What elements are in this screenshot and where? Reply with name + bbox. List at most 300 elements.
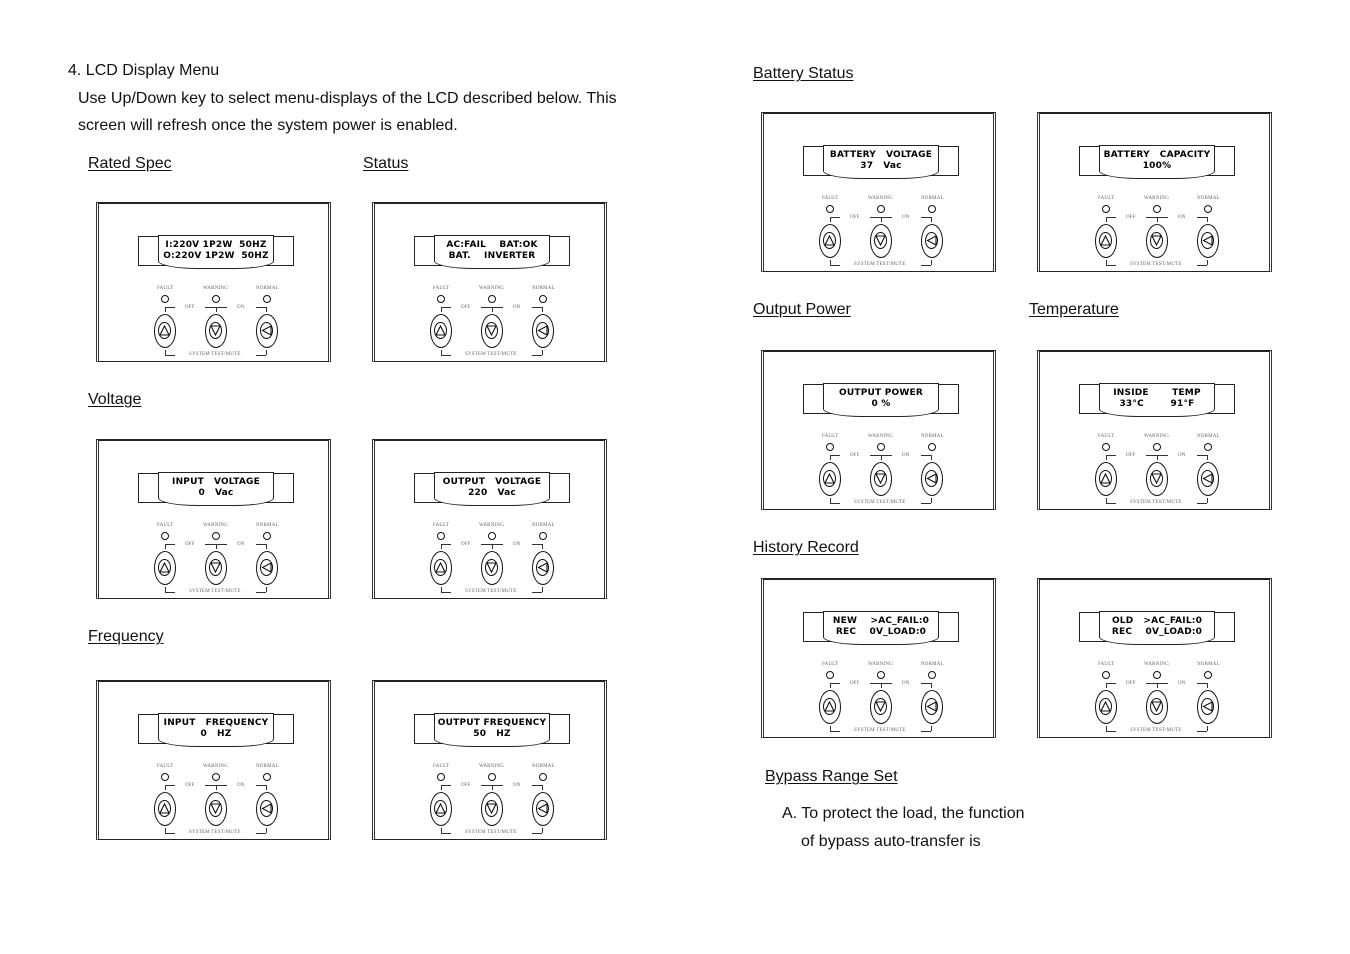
left-button[interactable] — [532, 792, 554, 826]
left-button[interactable] — [921, 462, 943, 496]
fault-label: FAULT — [157, 286, 174, 291]
system-test-mute-label: SYSTEM TEST/MUTE — [1130, 728, 1182, 733]
bracket-line — [931, 260, 932, 265]
system-test-mute-label: SYSTEM TEST/MUTE — [1130, 262, 1182, 267]
left-button[interactable] — [256, 551, 278, 585]
bracket-line — [441, 833, 451, 834]
lcd-screen — [823, 383, 939, 417]
left-button[interactable] — [532, 551, 554, 585]
triangle-up-icon — [1100, 473, 1111, 484]
normal-led — [539, 295, 547, 303]
bypass-range-set-heading: Bypass Range Set — [765, 768, 898, 785]
bracket-line — [931, 498, 932, 503]
bracket-line — [165, 307, 175, 308]
lcd-panel-input-frequency — [96, 680, 331, 840]
left-button[interactable] — [1197, 224, 1219, 258]
fault-led — [1102, 205, 1110, 213]
system-test-mute-label: SYSTEM TEST/MUTE — [465, 589, 517, 594]
off-label: OFF — [850, 215, 860, 220]
triangle-left-icon — [261, 562, 272, 573]
lcd-screen — [158, 235, 274, 269]
bracket-line — [165, 544, 175, 545]
bracket-line — [830, 455, 840, 456]
down-button[interactable] — [870, 462, 892, 496]
system-test-mute-label: SYSTEM TEST/MUTE — [189, 352, 241, 357]
warning-label: WARNING — [868, 662, 894, 667]
bracket-line — [830, 265, 840, 266]
system-test-mute-label: SYSTEM TEST/MUTE — [854, 500, 906, 505]
left-button[interactable] — [532, 314, 554, 348]
normal-led — [1204, 443, 1212, 451]
lcd-screen — [1099, 383, 1215, 417]
triangle-left-icon — [537, 562, 548, 573]
lcd-screen — [434, 235, 550, 269]
up-button[interactable] — [430, 551, 452, 585]
normal-led — [928, 671, 936, 679]
intro-text-line-1: Use Up/Down key to select menu-displays of the LCD described below. This — [78, 90, 617, 107]
bracket-line — [441, 785, 442, 790]
triangle-up-icon — [159, 803, 170, 814]
normal-led — [539, 773, 547, 781]
bracket-line — [921, 217, 931, 218]
lcd-panel-output-power — [761, 350, 996, 510]
bracket-line — [1197, 265, 1207, 266]
bracket-line — [256, 833, 266, 834]
bracket-line — [1106, 455, 1116, 456]
lcd-line-1: OLD >AC_FAIL:0 — [1111, 616, 1203, 626]
warning-label: WARNING — [203, 523, 229, 528]
bracket-line — [256, 544, 266, 545]
bracket-line — [830, 683, 840, 684]
frequency-heading: Frequency — [88, 628, 164, 645]
fault-label: FAULT — [157, 764, 174, 769]
down-button[interactable] — [481, 551, 503, 585]
bracket-line — [256, 785, 266, 786]
triangle-up-icon — [1100, 701, 1111, 712]
up-button[interactable] — [819, 690, 841, 724]
down-button[interactable] — [481, 314, 503, 348]
triangle-left-icon — [1202, 473, 1213, 484]
lcd-panel-battery-voltage — [761, 112, 996, 272]
lcd-line-2: REC 0V_LOAD:0 — [835, 627, 927, 637]
bracket-line — [881, 683, 882, 688]
triangle-left-icon — [1202, 701, 1213, 712]
bracket-line — [1207, 498, 1208, 503]
bracket-line — [165, 592, 175, 593]
lcd-line-1: BATTERY CAPACITY — [1103, 150, 1211, 160]
down-button[interactable] — [1146, 690, 1168, 724]
warning-led — [1153, 671, 1161, 679]
fault-label: FAULT — [1098, 434, 1115, 439]
bracket-line — [1207, 726, 1208, 731]
triangle-down-icon — [486, 562, 497, 573]
warning-led — [877, 671, 885, 679]
fault-label: FAULT — [433, 286, 450, 291]
bracket-line — [931, 217, 932, 222]
lcd-screen — [434, 713, 550, 747]
triangle-left-icon — [537, 803, 548, 814]
left-button[interactable] — [1197, 462, 1219, 496]
normal-led — [263, 532, 271, 540]
off-label: OFF — [461, 305, 471, 310]
lcd-screen — [1099, 145, 1215, 179]
lcd-panel-rated-spec — [96, 202, 331, 362]
down-button[interactable] — [205, 551, 227, 585]
bracket-line — [216, 307, 217, 312]
triangle-up-icon — [824, 473, 835, 484]
triangle-down-icon — [210, 562, 221, 573]
lcd-line-1: BATTERY VOLTAGE — [829, 150, 933, 160]
bracket-line — [256, 307, 266, 308]
off-label: OFF — [1126, 215, 1136, 220]
bracket-line — [165, 833, 175, 834]
bracket-line — [1207, 260, 1208, 265]
bracket-line — [1106, 683, 1116, 684]
bracket-line — [931, 726, 932, 731]
lcd-line-1: OUTPUT FREQUENCY — [437, 718, 547, 728]
warning-label: WARNING — [479, 523, 505, 528]
bracket-line — [256, 592, 266, 593]
left-button[interactable] — [921, 690, 943, 724]
bracket-line — [1157, 683, 1158, 688]
triangle-down-icon — [875, 473, 886, 484]
warning-led — [212, 295, 220, 303]
down-button[interactable] — [870, 224, 892, 258]
left-button[interactable] — [1197, 690, 1219, 724]
warning-led — [212, 532, 220, 540]
normal-label: NORMAL — [256, 764, 279, 769]
off-label: OFF — [461, 542, 471, 547]
bracket-line — [921, 731, 931, 732]
down-button[interactable] — [1146, 462, 1168, 496]
warning-led — [1153, 205, 1161, 213]
warning-led — [877, 443, 885, 451]
bypass-text-line-1: A. To protect the load, the function — [782, 805, 1025, 822]
left-button[interactable] — [921, 224, 943, 258]
fault-led — [826, 205, 834, 213]
warning-led — [488, 532, 496, 540]
normal-led — [263, 773, 271, 781]
bracket-line — [1106, 503, 1116, 504]
bracket-line — [1106, 455, 1107, 460]
lcd-line-2: 37 Vac — [860, 161, 902, 171]
bracket-line — [1207, 455, 1208, 460]
normal-led — [1204, 205, 1212, 213]
bracket-line — [1157, 217, 1158, 222]
lcd-line-1: OUTPUT VOLTAGE — [442, 477, 542, 487]
triangle-down-icon — [210, 325, 221, 336]
bracket-line — [1106, 217, 1107, 222]
down-button[interactable] — [205, 314, 227, 348]
normal-led — [1204, 671, 1212, 679]
bracket-line — [881, 455, 882, 460]
lcd-line-1: INPUT VOLTAGE — [172, 477, 260, 487]
up-button[interactable] — [154, 551, 176, 585]
bracket-line — [266, 307, 267, 312]
up-button[interactable] — [1095, 690, 1117, 724]
off-label: OFF — [1126, 681, 1136, 686]
warning-label: WARNING — [1144, 662, 1170, 667]
up-button[interactable] — [1095, 462, 1117, 496]
on-label: ON — [513, 542, 521, 547]
bracket-line — [532, 307, 542, 308]
lcd-line-1: OUTPUT POWER — [839, 388, 923, 398]
fault-label: FAULT — [1098, 662, 1115, 667]
bracket-line — [1106, 265, 1116, 266]
bracket-line — [542, 307, 543, 312]
lcd-line-1: I:220V 1P2W 50HZ — [165, 240, 267, 250]
fault-label: FAULT — [1098, 196, 1115, 201]
warning-label: WARNING — [1144, 434, 1170, 439]
triangle-down-icon — [875, 701, 886, 712]
bracket-line — [256, 355, 266, 356]
fault-label: FAULT — [822, 434, 839, 439]
lcd-screen — [1099, 611, 1215, 645]
warning-label: WARNING — [868, 434, 894, 439]
bracket-line — [532, 833, 542, 834]
triangle-down-icon — [486, 803, 497, 814]
system-test-mute-label: SYSTEM TEST/MUTE — [854, 728, 906, 733]
normal-led — [928, 205, 936, 213]
lcd-line-2: 50 HZ — [473, 729, 511, 739]
lcd-line-2: 0 HZ — [200, 729, 232, 739]
bracket-line — [441, 307, 442, 312]
off-label: OFF — [185, 542, 195, 547]
lcd-panel-input-voltage — [96, 439, 331, 599]
bracket-line — [1197, 683, 1207, 684]
fault-led — [437, 295, 445, 303]
up-button[interactable] — [430, 792, 452, 826]
lcd-line-2: 0 Vac — [198, 488, 234, 498]
on-label: ON — [237, 305, 245, 310]
bracket-line — [1157, 455, 1158, 460]
down-button[interactable] — [870, 690, 892, 724]
triangle-down-icon — [1151, 473, 1162, 484]
up-button[interactable] — [154, 792, 176, 826]
fault-led — [826, 671, 834, 679]
fault-led — [161, 295, 169, 303]
up-button[interactable] — [1095, 224, 1117, 258]
bracket-line — [931, 683, 932, 688]
bracket-line — [921, 455, 931, 456]
on-label: ON — [513, 305, 521, 310]
normal-label: NORMAL — [532, 764, 555, 769]
fault-led — [161, 773, 169, 781]
triangle-up-icon — [824, 701, 835, 712]
bracket-line — [266, 350, 267, 355]
off-label: OFF — [850, 681, 860, 686]
lcd-panel-battery-capacity — [1037, 112, 1272, 272]
lcd-line-2: BAT. INVERTER — [448, 251, 536, 261]
bracket-line — [532, 355, 542, 356]
bracket-line — [441, 544, 442, 549]
normal-label: NORMAL — [921, 662, 944, 667]
bracket-line — [830, 503, 840, 504]
system-test-mute-label: SYSTEM TEST/MUTE — [1130, 500, 1182, 505]
bracket-line — [1197, 731, 1207, 732]
bracket-line — [542, 785, 543, 790]
normal-label: NORMAL — [256, 523, 279, 528]
lcd-panel-output-frequency — [372, 680, 607, 840]
bracket-line — [532, 544, 542, 545]
on-label: ON — [1178, 453, 1186, 458]
triangle-left-icon — [926, 235, 937, 246]
on-label: ON — [1178, 681, 1186, 686]
bracket-line — [1207, 683, 1208, 688]
warning-label: WARNING — [1144, 196, 1170, 201]
fault-label: FAULT — [433, 523, 450, 528]
triangle-down-icon — [875, 235, 886, 246]
bracket-line — [1106, 731, 1116, 732]
warning-label: WARNING — [203, 764, 229, 769]
normal-label: NORMAL — [256, 286, 279, 291]
up-button[interactable] — [819, 462, 841, 496]
lcd-screen — [823, 611, 939, 645]
bracket-line — [441, 592, 451, 593]
bracket-line — [266, 544, 267, 549]
status-heading: Status — [363, 155, 409, 172]
down-button[interactable] — [481, 792, 503, 826]
bracket-line — [216, 785, 217, 790]
triangle-up-icon — [435, 325, 446, 336]
triangle-left-icon — [1202, 235, 1213, 246]
bracket-line — [830, 683, 831, 688]
warning-label: WARNING — [479, 764, 505, 769]
intro-text-line-2: screen will refresh once the system power is enabled. — [78, 117, 458, 134]
fault-label: FAULT — [822, 196, 839, 201]
bracket-line — [931, 455, 932, 460]
lcd-line-1: INSIDE TEMP — [1113, 388, 1201, 398]
bracket-line — [1197, 503, 1207, 504]
voltage-heading: Voltage — [88, 391, 142, 408]
lcd-line-2: 220 Vac — [468, 488, 516, 498]
off-label: OFF — [461, 783, 471, 788]
bracket-line — [441, 785, 451, 786]
fault-label: FAULT — [822, 662, 839, 667]
lcd-screen — [158, 472, 274, 506]
fault-led — [161, 532, 169, 540]
down-button[interactable] — [1146, 224, 1168, 258]
lcd-panel-temperature — [1037, 350, 1272, 510]
history-record-heading: History Record — [753, 539, 859, 556]
normal-label: NORMAL — [532, 286, 555, 291]
fault-led — [437, 773, 445, 781]
triangle-up-icon — [159, 325, 170, 336]
bracket-line — [830, 455, 831, 460]
up-button[interactable] — [819, 224, 841, 258]
warning-led — [488, 773, 496, 781]
on-label: ON — [1178, 215, 1186, 220]
lcd-screen — [158, 713, 274, 747]
bracket-line — [441, 307, 451, 308]
system-test-mute-label: SYSTEM TEST/MUTE — [465, 830, 517, 835]
normal-led — [928, 443, 936, 451]
on-label: ON — [902, 215, 910, 220]
on-label: ON — [902, 681, 910, 686]
lcd-line-2: 100% — [1142, 161, 1172, 171]
triangle-down-icon — [486, 325, 497, 336]
bracket-line — [542, 350, 543, 355]
bracket-line — [165, 785, 166, 790]
on-label: ON — [237, 542, 245, 547]
rated-spec-heading: Rated Spec — [88, 155, 172, 172]
fault-label: FAULT — [157, 523, 174, 528]
lcd-line-2: O:220V 1P2W 50HZ — [163, 251, 269, 261]
bracket-line — [216, 544, 217, 549]
bypass-text-line-2: of bypass auto-transfer is — [801, 833, 981, 850]
system-test-mute-label: SYSTEM TEST/MUTE — [189, 830, 241, 835]
bracket-line — [266, 785, 267, 790]
system-test-mute-label: SYSTEM TEST/MUTE — [854, 262, 906, 267]
lcd-screen — [434, 472, 550, 506]
bracket-line — [830, 217, 831, 222]
bracket-line — [441, 355, 451, 356]
triangle-down-icon — [1151, 701, 1162, 712]
lcd-line-2: 0 % — [871, 399, 891, 409]
temperature-heading: Temperature — [1029, 301, 1119, 318]
triangle-down-icon — [210, 803, 221, 814]
bracket-line — [165, 355, 175, 356]
normal-label: NORMAL — [1197, 662, 1220, 667]
bracket-line — [165, 785, 175, 786]
triangle-left-icon — [537, 325, 548, 336]
lcd-panel-history-new — [761, 578, 996, 738]
up-button[interactable] — [430, 314, 452, 348]
normal-label: NORMAL — [532, 523, 555, 528]
lcd-line-1: AC:FAIL BAT:OK — [446, 240, 538, 250]
lcd-line-1: INPUT FREQUENCY — [163, 718, 269, 728]
system-test-mute-label: SYSTEM TEST/MUTE — [189, 589, 241, 594]
up-button[interactable] — [154, 314, 176, 348]
left-button[interactable] — [256, 314, 278, 348]
bracket-line — [165, 307, 166, 312]
lcd-panel-history-old — [1037, 578, 1272, 738]
bracket-line — [921, 683, 931, 684]
bracket-line — [921, 265, 931, 266]
bracket-line — [532, 592, 542, 593]
bracket-line — [441, 544, 451, 545]
triangle-up-icon — [435, 562, 446, 573]
warning-led — [488, 295, 496, 303]
bracket-line — [542, 587, 543, 592]
lcd-panel-status — [372, 202, 607, 362]
fault-led — [1102, 671, 1110, 679]
triangle-left-icon — [926, 701, 937, 712]
triangle-left-icon — [261, 803, 272, 814]
triangle-up-icon — [435, 803, 446, 814]
down-button[interactable] — [205, 792, 227, 826]
lcd-line-1: NEW >AC_FAIL:0 — [832, 616, 930, 626]
off-label: OFF — [1126, 453, 1136, 458]
battery-status-heading: Battery Status — [753, 65, 854, 82]
section-heading: 4. LCD Display Menu — [68, 62, 220, 79]
triangle-left-icon — [926, 473, 937, 484]
warning-label: WARNING — [203, 286, 229, 291]
bracket-line — [165, 544, 166, 549]
bracket-line — [492, 785, 493, 790]
bracket-line — [266, 828, 267, 833]
bracket-line — [830, 731, 840, 732]
warning-led — [877, 205, 885, 213]
normal-label: NORMAL — [921, 196, 944, 201]
warning-led — [212, 773, 220, 781]
fault-led — [437, 532, 445, 540]
lcd-line-2: REC 0V_LOAD:0 — [1111, 627, 1203, 637]
fault-led — [1102, 443, 1110, 451]
normal-label: NORMAL — [1197, 434, 1220, 439]
lcd-screen — [823, 145, 939, 179]
left-button[interactable] — [256, 792, 278, 826]
